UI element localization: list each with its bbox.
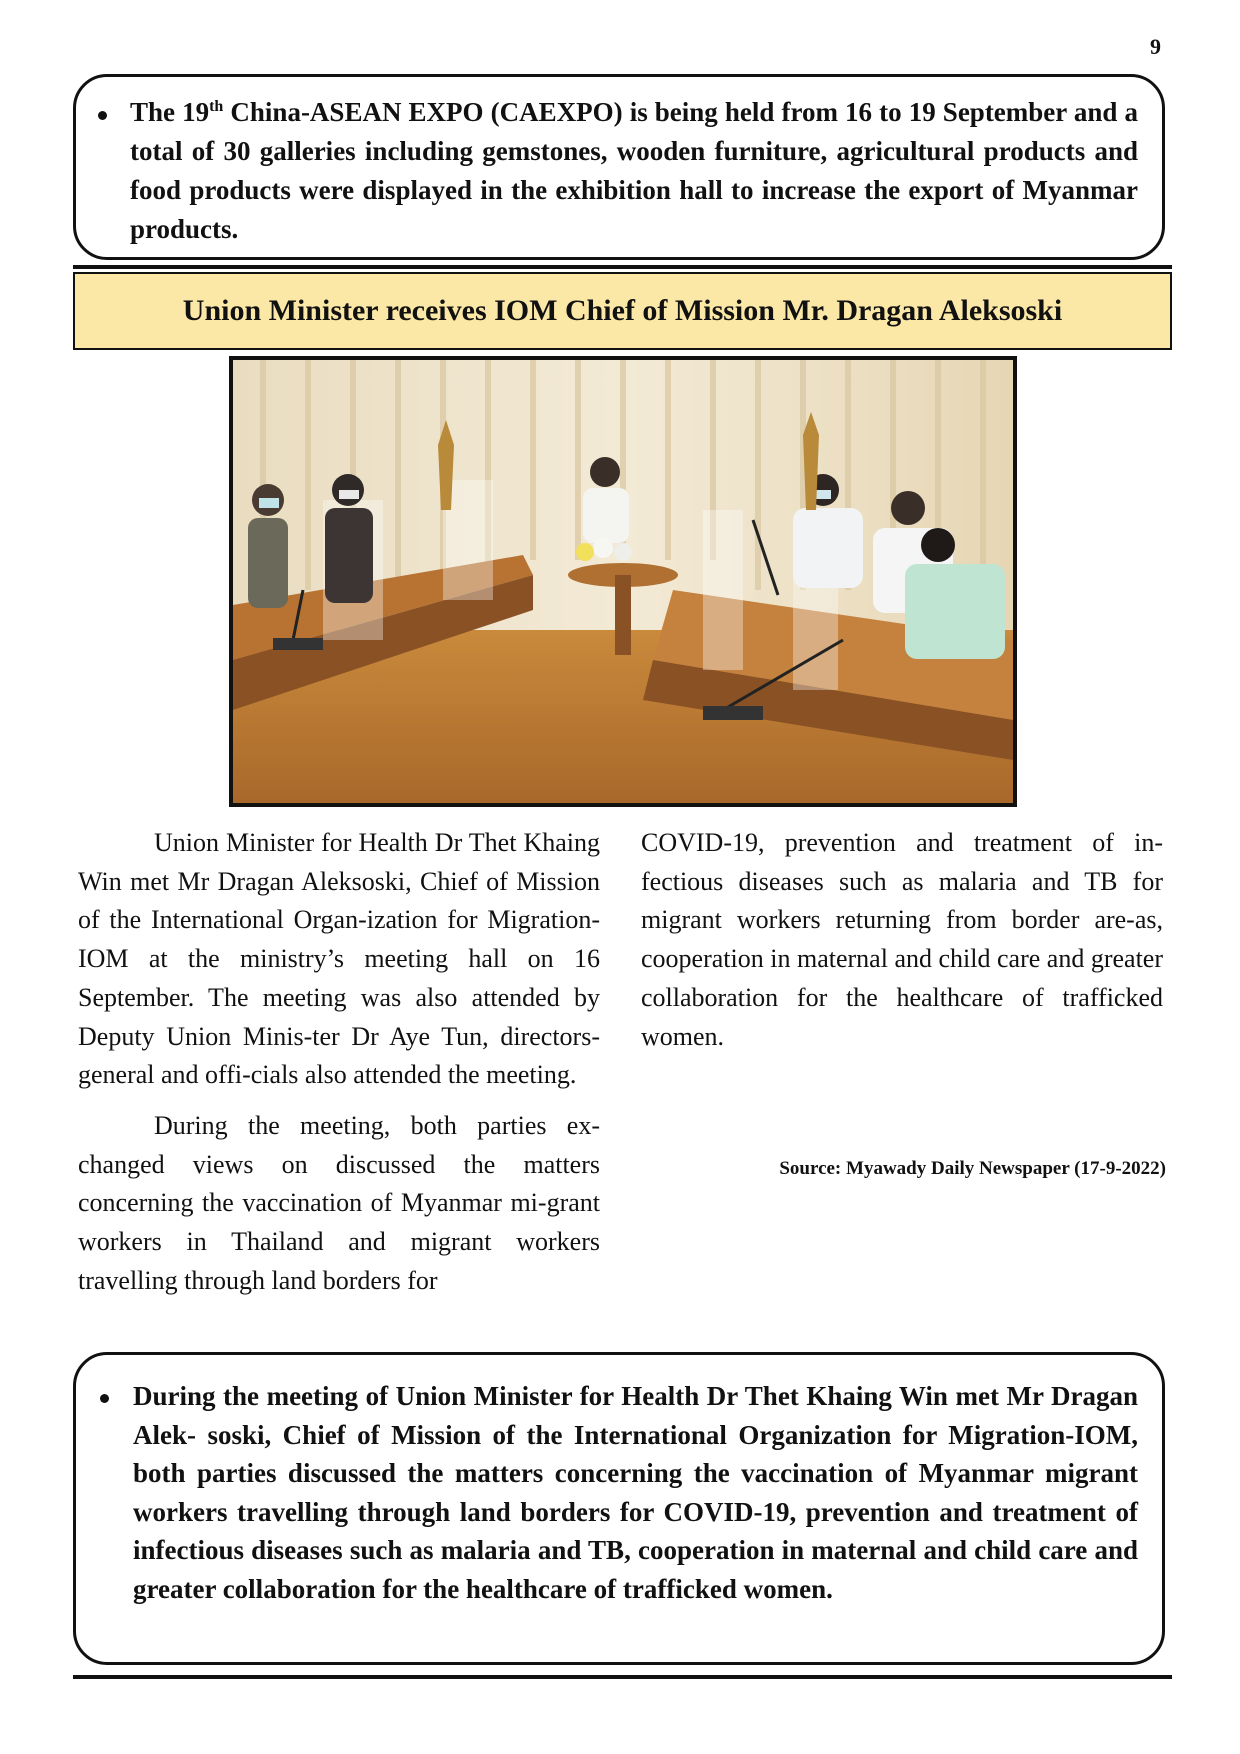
article-column-right — [641, 824, 1163, 1056]
bullet-list — [76, 77, 1162, 249]
bullet-text-start: The 19 — [130, 97, 210, 127]
page-number: 9 — [1150, 34, 1161, 59]
participant-left-1 — [248, 484, 288, 608]
highlight-box-top — [73, 74, 1165, 260]
bullet-icon — [100, 1394, 109, 1403]
bullet-item — [76, 77, 1162, 249]
divider-line — [73, 265, 1172, 269]
article-headline: Union Minister receives IOM Chief of Mission Mr. Dragan Aleksoski — [73, 272, 1172, 350]
article-column-left — [78, 824, 600, 1300]
article-paragraph: During the meeting, both parties ex-changed views on discussed the matters concerning the vaccination of Myanmar mi-grant workers in Thailand and migrant workers travelling through land borders for — [78, 1110, 600, 1295]
meeting-photo — [229, 356, 1017, 807]
highlight-box-bottom — [73, 1352, 1165, 1665]
bullet-list — [76, 1355, 1162, 1608]
ordinal-suffix: th — [209, 98, 224, 115]
footer-divider-line — [73, 1675, 1172, 1679]
bullet-item — [76, 1355, 1162, 1608]
meeting-room-illustration — [233, 360, 1013, 803]
bullet-text-rest: China-ASEAN EXPO (CAEXPO) is being held from 16 to 19 September and a total of 30 galleries including gemstones, wooden furniture, agricultural products and food products were displayed in the exhibition hall to increase the export of Myanmar products. — [130, 97, 1138, 244]
article-paragraph: COVID-19, prevention and treatment of in-fectious diseases such as malaria and TB for migrant workers returning from border are-as, cooperation in maternal and child care and greater collaboration for the healthcare of trafficked women. — [641, 828, 1163, 1051]
bullet-icon — [98, 111, 107, 120]
source-citation: Source: Myawady Daily Newspaper (17-9-2022) — [779, 1158, 1166, 1179]
article-paragraph: Union Minister for Health Dr Thet Khaing Win met Mr Dragan Aleksoski, Chief of Mission of the International Organ-ization for Migration-IOM at the ministry’s meeting hall on 16 September. The meeting was also attended by Deputy Union Minis-ter Dr Aye Tun, directors-general and offi-cials also attended the meeting. — [78, 828, 600, 1090]
bullet-text: During the meeting of Union Minister for Health Dr Thet Khaing Win met Mr Dragan Alek- soski, Chief of Mission of the International Organization for Migration-IOM, both parties discussed the matters concerning the vaccination of Myanmar migrant workers travelling through land borders for COVID-19, prevention and treatment of infectious diseases such as malaria and TB, cooperation in maternal and child care and greater collaboration for the healthcare of trafficked women. — [133, 1381, 1138, 1604]
